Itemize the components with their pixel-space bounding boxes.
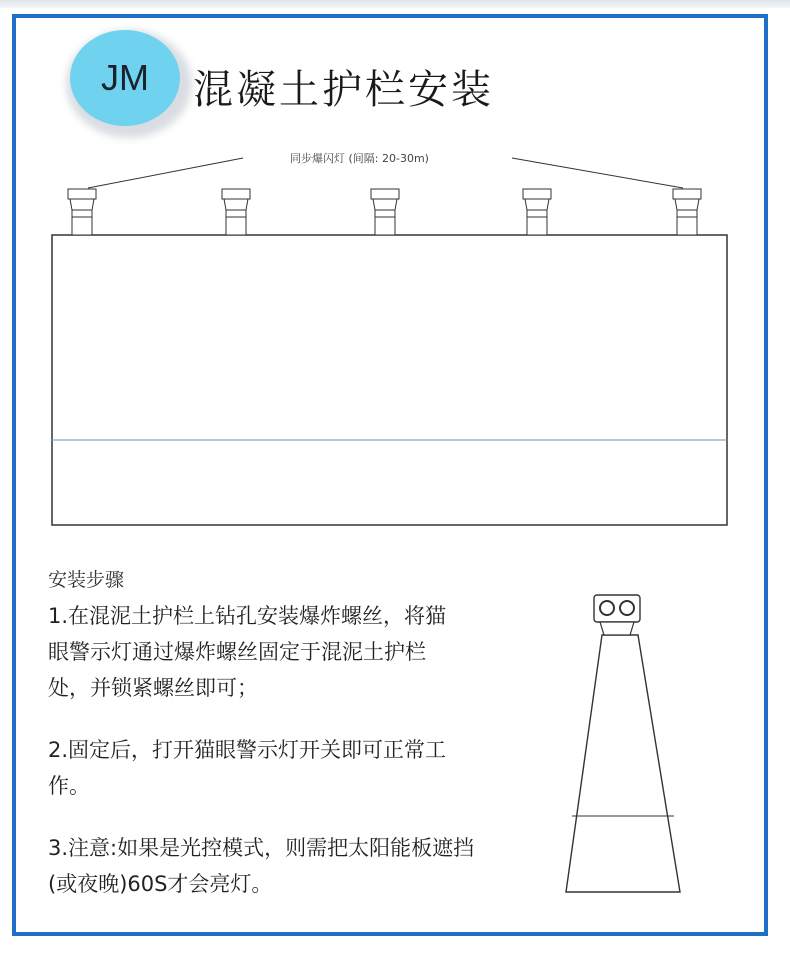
caption-pointer-left (88, 158, 243, 188)
side-view-guardrail (566, 635, 680, 892)
lamp (68, 189, 96, 235)
step-item: 1.在混泥土护栏上钻孔安装爆炸螺丝，将猫眼警示灯通过爆炸螺丝固定于混泥土护栏处，并锁紧螺丝即可； (48, 604, 447, 700)
lamp (673, 189, 701, 235)
lamp-caption: 同步爆闪灯 (间隔: 20-30m) (290, 152, 429, 165)
lamp (523, 189, 551, 235)
step-item: 3.注意:如果是光控模式，则需把太阳能板遮挡(或夜晚)60S才会亮灯。 (48, 836, 475, 896)
caption-pointer-right (512, 158, 683, 188)
side-view-diagram (566, 595, 680, 892)
lamp (222, 189, 250, 235)
step-item: 2.固定后，打开猫眼警示灯开关即可正常工作。 (48, 738, 447, 798)
installation-steps (48, 565, 518, 928)
page-title: 混凝土护栏安装 (193, 67, 494, 113)
guardrail-body (52, 235, 727, 525)
lamp (371, 189, 399, 235)
logo-text: JM (101, 57, 149, 98)
steps-heading: 安装步骤 (48, 569, 125, 591)
